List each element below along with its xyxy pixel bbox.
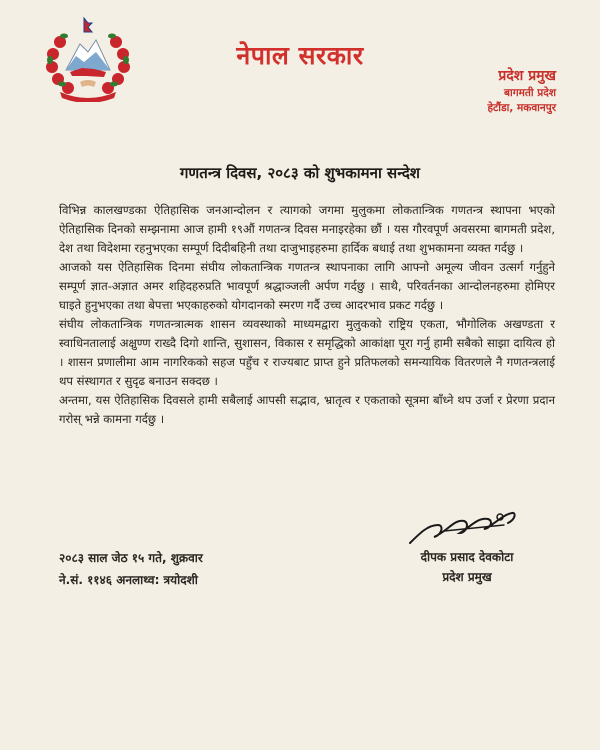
handwritten-signature-icon (404, 503, 522, 551)
date-block (59, 547, 203, 591)
signer-title: प्रदेश प्रमुख (442, 570, 492, 584)
signer-name: दीपक प्रसाद देवकोटा (420, 550, 514, 564)
nepal-sambat-date: ने.सं. ११४६ अनलाथ्व: त्रयोदशी (59, 573, 198, 587)
letter-body (59, 201, 555, 429)
office-location: हेटौंडा, मकवानपुर (487, 102, 556, 114)
office-address-block (386, 66, 556, 116)
body-paragraph: संघीय लोकतान्त्रिक गणतन्त्रात्मक शासन व्यवस्थाको माध्यमद्वारा मुलुकको राष्ट्रिय एकता, भौगोलिक अखण्डता र स्वाधिनतालाई अक्षुण्ण राख्दै दिगो शान्ति, सुशासन, विकास र समृद्धिको आकांक्षा पूरा गर्नु हामी सबैको साझा दायित्व हो । शासन प्रणालीमा आम नागरिकको सहज पहुँच र राज्यबाट प्राप्त हुने प्रतिफलको समन्यायिक वितरणले नै गणतन्त्रलाई थप संस्थागत र सुदृढ बनाउन सक्दछ । (59, 317, 555, 388)
letter-subject: गणतन्त्र दिवस, २०८३ को शुभकामना सन्देश (179, 164, 420, 182)
body-paragraph: अन्तमा, यस ऐतिहासिक दिवसले हामी सबैलाई आपसी सद्भाव, भ्रातृत्व र एकताको सूत्रमा बाँध्ने थप उर्जा र प्रेरणा प्रदान गरोस् भन्ने कामना गर्दछु । (59, 393, 555, 426)
signer-block (392, 547, 542, 587)
province-name: बागमती प्रदेश (504, 87, 556, 99)
office-title: प्रदेश प्रमुख (498, 68, 556, 84)
body-paragraph: विभिन्न कालखण्डका ऐतिहासिक जनआन्दोलन र त्यागको जगमा मुलुकमा लोकतान्त्रिक गणतन्त्र स्थापना भएको ऐतिहासिक दिनको सम्झनामा आज हामी १९औं गणतन्त्र दिवस मनाइरहेका छौं । यस गौरवपूर्ण अवसरमा बागमती प्रदेश, देश तथा विदेशमा रहनुभएका सम्पूर्ण दिदीबहिनी तथा दाजुभाइहरुमा हार्दिक बधाई तथा शुभकामना व्यक्त गर्दछु । (59, 203, 555, 255)
government-title: नेपाल सरकार (236, 41, 364, 70)
gregorian-date: २०८३ साल जेठ १५ गते, शुक्रवार (59, 551, 203, 565)
body-paragraph: आजको यस ऐतिहासिक दिनमा संघीय लोकतान्त्रिक गणतन्त्र स्थापनाका लागि आफ्नो अमूल्य जीवन उत्सर्ग गर्नुहुने सम्पूर्ण ज्ञात-अज्ञात अमर शहिदहरुप्रति भावपूर्ण श्रद्धाञ्जली अर्पण गर्दछु । साथै, परिवर्तनका आन्दोलनहरुमा होमिएर घाइते हुनुभएका तथा बेपत्ता भएकाहरुको योगदानको स्मरण गर्दै उच्च आदरभाव प्रकट गर्दछु । (59, 260, 555, 312)
